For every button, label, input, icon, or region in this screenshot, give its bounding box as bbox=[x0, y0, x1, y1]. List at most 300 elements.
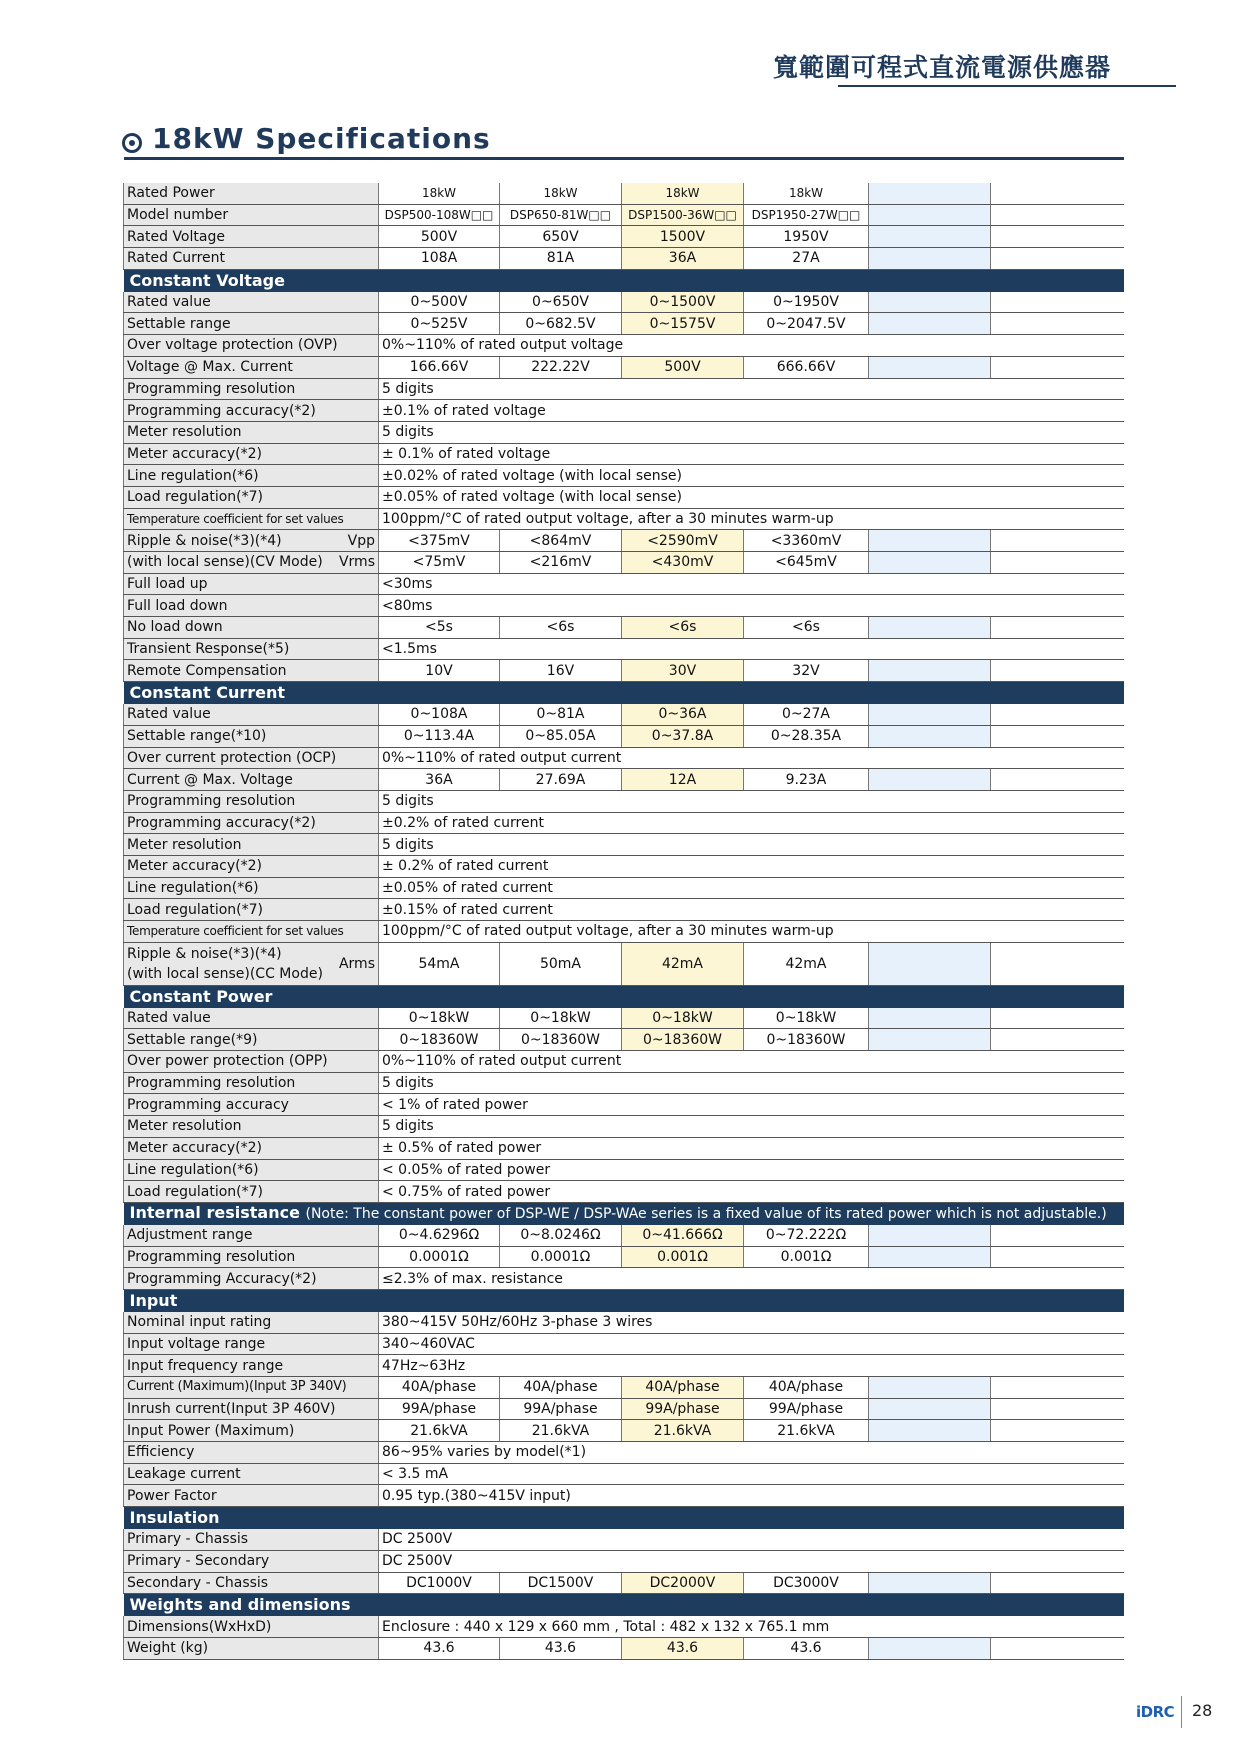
cell: 36A bbox=[622, 248, 744, 270]
empty-cell bbox=[869, 725, 991, 747]
row-label: Meter accuracy(*2) bbox=[124, 1137, 379, 1159]
cell: DSP1500-36W□□ bbox=[622, 204, 744, 226]
empty-cell bbox=[991, 1398, 1124, 1420]
cell: DSP500-108W□□ bbox=[379, 204, 500, 226]
cell-span: < 0.05% of rated power bbox=[379, 1159, 1124, 1181]
section-weights bbox=[124, 1594, 1124, 1617]
empty-cell bbox=[869, 1637, 991, 1659]
cell: <645mV bbox=[744, 552, 869, 574]
cell: <6s bbox=[744, 617, 869, 639]
row-label: Load regulation(*7) bbox=[124, 899, 379, 921]
row-label: Secondary - Chassis bbox=[124, 1572, 379, 1594]
ripple-unit: Vpp bbox=[347, 532, 375, 549]
cell: 166.66V bbox=[379, 356, 500, 378]
row-label: Rated Voltage bbox=[124, 226, 379, 248]
cell: 0~81A bbox=[500, 704, 622, 725]
cell-span: 5 digits bbox=[379, 1116, 1124, 1138]
section-header bbox=[124, 1202, 1124, 1225]
cell-span: 5 digits bbox=[379, 1072, 1124, 1094]
cell: 0~18kW bbox=[379, 1008, 500, 1029]
row-label: Meter resolution bbox=[124, 1116, 379, 1138]
row-cv-prog-acc bbox=[124, 400, 1124, 422]
cell-span: <80ms bbox=[379, 595, 1124, 617]
cell-span: ±0.2% of rated current bbox=[379, 812, 1124, 834]
row-label: Full load up bbox=[124, 573, 379, 595]
empty-cell bbox=[869, 617, 991, 639]
row-label: Programming resolution bbox=[124, 790, 379, 812]
row-label: Rated Power bbox=[124, 183, 379, 204]
empty-cell bbox=[869, 1246, 991, 1268]
cell-span: < 0.75% of rated power bbox=[379, 1181, 1124, 1203]
cell-span: 0%~110% of rated output voltage bbox=[379, 335, 1124, 357]
section-constant-power bbox=[124, 985, 1124, 1008]
cell: 27.69A bbox=[500, 769, 622, 791]
cell-span: 86~95% varies by model(*1) bbox=[379, 1442, 1124, 1464]
cell-span: DC 2500V bbox=[379, 1550, 1124, 1572]
cell: 36A bbox=[379, 769, 500, 791]
empty-cell bbox=[869, 1377, 991, 1399]
cell-span: 5 digits bbox=[379, 790, 1124, 812]
cell-span: 5 digits bbox=[379, 421, 1124, 443]
cell-span: ± 0.5% of rated power bbox=[379, 1137, 1124, 1159]
cell: 43.6 bbox=[622, 1637, 744, 1659]
row-cc-ripple bbox=[124, 942, 1124, 985]
empty-cell bbox=[869, 204, 991, 226]
page-number: 28 bbox=[1192, 1701, 1213, 1720]
row-cp-line-reg bbox=[124, 1159, 1124, 1181]
row-label: Voltage @ Max. Current bbox=[124, 356, 379, 378]
section-header: Input bbox=[124, 1289, 1124, 1312]
row-label bbox=[124, 942, 379, 985]
empty-cell bbox=[869, 1572, 991, 1594]
empty-cell bbox=[869, 183, 991, 204]
row-cp-meter-acc bbox=[124, 1137, 1124, 1159]
empty-cell bbox=[869, 313, 991, 335]
cell-span: ±0.05% of rated voltage (with local sense) bbox=[379, 486, 1124, 508]
cell: 500V bbox=[379, 226, 500, 248]
cell-span: DC 2500V bbox=[379, 1529, 1124, 1550]
row-cp-rated-value bbox=[124, 1008, 1124, 1029]
row-label: Programming accuracy(*2) bbox=[124, 812, 379, 834]
row-label: Weight (kg) bbox=[124, 1637, 379, 1659]
cell: 27A bbox=[744, 248, 869, 270]
empty-cell bbox=[991, 1008, 1124, 1029]
cell: 12A bbox=[622, 769, 744, 791]
row-label: Input voltage range bbox=[124, 1333, 379, 1355]
row-cv-temp-coef bbox=[124, 508, 1124, 530]
cell: 21.6kVA bbox=[500, 1420, 622, 1442]
cell: 9.23A bbox=[744, 769, 869, 791]
cell: 18kW bbox=[379, 183, 500, 204]
row-cc-prog-res bbox=[124, 790, 1124, 812]
row-label: Settable range bbox=[124, 313, 379, 335]
row-cv-ovp bbox=[124, 335, 1124, 357]
cell: 0~4.6296Ω bbox=[379, 1225, 500, 1246]
row-weight bbox=[124, 1637, 1124, 1659]
row-input-current-max bbox=[124, 1377, 1124, 1399]
cell: <864mV bbox=[500, 530, 622, 552]
brand-logo: iDRC bbox=[1136, 1703, 1175, 1721]
cell: 18kW bbox=[500, 183, 622, 204]
row-label: Current (Maximum)(Input 3P 340V) bbox=[124, 1377, 379, 1399]
row-ir-prog-acc bbox=[124, 1268, 1124, 1290]
row-label: Input frequency range bbox=[124, 1355, 379, 1377]
row-label: Programming resolution bbox=[124, 1072, 379, 1094]
cell: 0~36A bbox=[622, 704, 744, 725]
row-label: Adjustment range bbox=[124, 1225, 379, 1246]
cell: 43.6 bbox=[744, 1637, 869, 1659]
empty-cell bbox=[991, 183, 1124, 204]
cell: 0~18360W bbox=[744, 1029, 869, 1051]
section-input bbox=[124, 1289, 1124, 1312]
row-label: Efficiency bbox=[124, 1442, 379, 1464]
cell: 0~72.222Ω bbox=[744, 1225, 869, 1246]
cell: 0~18kW bbox=[622, 1008, 744, 1029]
row-label: Settable range(*9) bbox=[124, 1029, 379, 1051]
cell: 0~28.35A bbox=[744, 725, 869, 747]
cell: <216mV bbox=[500, 552, 622, 574]
cell-span: ±0.05% of rated current bbox=[379, 877, 1124, 899]
row-label: Power Factor bbox=[124, 1485, 379, 1507]
ripple-label: (with local sense)(CC Mode) bbox=[127, 965, 323, 982]
row-label: Primary - Chassis bbox=[124, 1529, 379, 1550]
cell-span: ±0.1% of rated voltage bbox=[379, 400, 1124, 422]
empty-cell bbox=[869, 552, 991, 574]
spec-table bbox=[123, 183, 1124, 1660]
cell: DSP1950-27W□□ bbox=[744, 204, 869, 226]
empty-cell bbox=[869, 1008, 991, 1029]
row-label: Current @ Max. Voltage bbox=[124, 769, 379, 791]
empty-cell bbox=[991, 1637, 1124, 1659]
cell: 0~85.05A bbox=[500, 725, 622, 747]
cell: 32V bbox=[744, 660, 869, 682]
cell: 108A bbox=[379, 248, 500, 270]
section-heading bbox=[122, 118, 491, 158]
row-label: Input Power (Maximum) bbox=[124, 1420, 379, 1442]
row-label: No load down bbox=[124, 617, 379, 639]
cell: 0~500V bbox=[379, 292, 500, 313]
cell: 43.6 bbox=[500, 1637, 622, 1659]
cell: 50mA bbox=[500, 942, 622, 985]
empty-cell bbox=[869, 769, 991, 791]
cell: 500V bbox=[622, 356, 744, 378]
section-header: Constant Power bbox=[124, 985, 1124, 1008]
empty-cell bbox=[991, 530, 1124, 552]
empty-cell bbox=[991, 292, 1124, 313]
cell: <75mV bbox=[379, 552, 500, 574]
ripple-label: (with local sense)(CV Mode) bbox=[127, 554, 323, 571]
cell: 40A/phase bbox=[500, 1377, 622, 1399]
row-label: Line regulation(*6) bbox=[124, 877, 379, 899]
row-cv-rated-value bbox=[124, 292, 1124, 313]
cell: 650V bbox=[500, 226, 622, 248]
row-cc-meter-acc bbox=[124, 855, 1124, 877]
cell: 42mA bbox=[744, 942, 869, 985]
cell-span: 5 digits bbox=[379, 378, 1124, 400]
row-model-number bbox=[124, 204, 1124, 226]
cell: <3360mV bbox=[744, 530, 869, 552]
row-label: Meter resolution bbox=[124, 421, 379, 443]
empty-cell bbox=[869, 292, 991, 313]
cell-span: ±0.02% of rated voltage (with local sense) bbox=[379, 465, 1124, 487]
cell: 21.6kVA bbox=[379, 1420, 500, 1442]
cell: 222.22V bbox=[500, 356, 622, 378]
empty-cell bbox=[991, 313, 1124, 335]
row-label: Leakage current bbox=[124, 1463, 379, 1485]
row-cv-full-load-up bbox=[124, 573, 1124, 595]
cell: 1500V bbox=[622, 226, 744, 248]
header-rule bbox=[838, 85, 1176, 87]
row-label: Temperature coefficient for set values bbox=[124, 921, 379, 943]
row-label: Remote Compensation bbox=[124, 660, 379, 682]
row-cv-load-reg bbox=[124, 486, 1124, 508]
row-ir-prog-res bbox=[124, 1246, 1124, 1268]
row-label: Line regulation(*6) bbox=[124, 1159, 379, 1181]
row-label bbox=[124, 530, 379, 552]
cell: 1950V bbox=[744, 226, 869, 248]
row-rated-power bbox=[124, 183, 1124, 204]
row-label: Meter accuracy(*2) bbox=[124, 855, 379, 877]
cell: 0~8.0246Ω bbox=[500, 1225, 622, 1246]
row-label: Dimensions(WxHxD) bbox=[124, 1616, 379, 1637]
section-internal-resistance bbox=[124, 1202, 1124, 1225]
cell: 16V bbox=[500, 660, 622, 682]
footer-divider bbox=[1181, 1696, 1182, 1728]
section-header-note: (Note: The constant power of DSP-WE / DSP-WAe series is a fixed value of its rated power which is not adjustable.) bbox=[305, 1206, 1107, 1223]
row-input-freq-range bbox=[124, 1355, 1124, 1377]
row-input-nominal bbox=[124, 1312, 1124, 1333]
empty-cell bbox=[991, 1572, 1124, 1594]
empty-cell bbox=[869, 356, 991, 378]
section-title-rule bbox=[124, 157, 1124, 160]
row-cc-i-max-voltage bbox=[124, 769, 1124, 791]
row-cc-line-reg bbox=[124, 877, 1124, 899]
cell: 54mA bbox=[379, 942, 500, 985]
section-constant-current bbox=[124, 682, 1124, 705]
row-cv-no-load-down bbox=[124, 617, 1124, 639]
empty-cell bbox=[991, 552, 1124, 574]
row-label: Programming accuracy(*2) bbox=[124, 400, 379, 422]
cell: 0~525V bbox=[379, 313, 500, 335]
cell: 0~682.5V bbox=[500, 313, 622, 335]
cell: 0.001Ω bbox=[622, 1246, 744, 1268]
cell-span: 0%~110% of rated output current bbox=[379, 1051, 1124, 1073]
cell: <430mV bbox=[622, 552, 744, 574]
row-label: Line regulation(*6) bbox=[124, 465, 379, 487]
row-label: Primary - Secondary bbox=[124, 1550, 379, 1572]
empty-cell bbox=[869, 660, 991, 682]
row-cp-prog-acc bbox=[124, 1094, 1124, 1116]
row-cv-remote-comp bbox=[124, 660, 1124, 682]
row-cv-line-reg bbox=[124, 465, 1124, 487]
row-cv-ripple-vrms bbox=[124, 552, 1124, 574]
ripple-unit: Vrms bbox=[338, 554, 375, 571]
cell-span: ± 0.2% of rated current bbox=[379, 855, 1124, 877]
cell-span: <30ms bbox=[379, 573, 1124, 595]
cell-span: 380~415V 50Hz/60Hz 3-phase 3 wires bbox=[379, 1312, 1124, 1333]
cell: 99A/phase bbox=[622, 1398, 744, 1420]
section-header: Insulation bbox=[124, 1507, 1124, 1530]
section-constant-voltage bbox=[124, 269, 1124, 292]
cell: 0~650V bbox=[500, 292, 622, 313]
row-cc-meter-res bbox=[124, 834, 1124, 856]
cell: 0.0001Ω bbox=[500, 1246, 622, 1268]
cell: 0~27A bbox=[744, 704, 869, 725]
empty-cell bbox=[869, 1420, 991, 1442]
cell: 21.6kVA bbox=[744, 1420, 869, 1442]
cell: 0~18kW bbox=[744, 1008, 869, 1029]
cell: 0~113.4A bbox=[379, 725, 500, 747]
row-cc-prog-acc bbox=[124, 812, 1124, 834]
cell: 0~18kW bbox=[500, 1008, 622, 1029]
empty-cell bbox=[869, 704, 991, 725]
row-label: Temperature coefficient for set values bbox=[124, 508, 379, 530]
ripple-label: Ripple & noise(*3)(*4) bbox=[127, 532, 282, 549]
row-label: Over voltage protection (OVP) bbox=[124, 335, 379, 357]
cell: 0.0001Ω bbox=[379, 1246, 500, 1268]
ripple-unit: Arms bbox=[338, 955, 375, 972]
section-insulation bbox=[124, 1507, 1124, 1530]
row-input-power-max bbox=[124, 1420, 1124, 1442]
row-label: Programming Accuracy(*2) bbox=[124, 1268, 379, 1290]
row-ins-pri-secondary bbox=[124, 1550, 1124, 1572]
cell-span: 100ppm/°C of rated output voltage, after a 30 minutes warm-up bbox=[379, 508, 1124, 530]
cell: 0~1500V bbox=[622, 292, 744, 313]
cell: 666.66V bbox=[744, 356, 869, 378]
cell: <2590mV bbox=[622, 530, 744, 552]
row-cp-meter-res bbox=[124, 1116, 1124, 1138]
row-label: Inrush current(Input 3P 460V) bbox=[124, 1398, 379, 1420]
row-cc-settable-range bbox=[124, 725, 1124, 747]
row-label: Rated value bbox=[124, 704, 379, 725]
cell: 0~1575V bbox=[622, 313, 744, 335]
cell: 42mA bbox=[622, 942, 744, 985]
cell: 99A/phase bbox=[379, 1398, 500, 1420]
row-label: Over current protection (OCP) bbox=[124, 747, 379, 769]
cell: 0~18360W bbox=[500, 1029, 622, 1051]
row-input-inrush bbox=[124, 1398, 1124, 1420]
cell: <6s bbox=[500, 617, 622, 639]
row-label: Rated value bbox=[124, 292, 379, 313]
cell: 0~18360W bbox=[622, 1029, 744, 1051]
row-label: Full load down bbox=[124, 595, 379, 617]
cell: 81A bbox=[500, 248, 622, 270]
cell: 40A/phase bbox=[379, 1377, 500, 1399]
row-input-leakage bbox=[124, 1463, 1124, 1485]
cell: DSP650-81W□□ bbox=[500, 204, 622, 226]
cell-span: ± 0.1% of rated voltage bbox=[379, 443, 1124, 465]
ripple-label: Ripple & noise(*3)(*4) bbox=[127, 945, 282, 962]
cell: <375mV bbox=[379, 530, 500, 552]
row-cv-ripple-vpp bbox=[124, 530, 1124, 552]
cell: 0~37.8A bbox=[622, 725, 744, 747]
cell: 99A/phase bbox=[744, 1398, 869, 1420]
row-cp-opp bbox=[124, 1051, 1124, 1073]
cell: 18kW bbox=[622, 183, 744, 204]
cell-span: 340~460VAC bbox=[379, 1333, 1124, 1355]
row-label: Rated value bbox=[124, 1008, 379, 1029]
row-label: Programming resolution bbox=[124, 378, 379, 400]
row-input-pf bbox=[124, 1485, 1124, 1507]
row-rated-voltage bbox=[124, 226, 1124, 248]
row-ins-pri-chassis bbox=[124, 1529, 1124, 1550]
row-cv-full-load-down bbox=[124, 595, 1124, 617]
empty-cell bbox=[991, 769, 1124, 791]
row-label bbox=[124, 552, 379, 574]
row-label: Programming resolution bbox=[124, 1246, 379, 1268]
row-ins-sec-chassis bbox=[124, 1572, 1124, 1594]
section-title: 18kW Specifications bbox=[152, 121, 491, 155]
row-cc-temp-coef bbox=[124, 921, 1124, 943]
cell-span: ±0.15% of rated current bbox=[379, 899, 1124, 921]
cell-span: ≤2.3% of max. resistance bbox=[379, 1268, 1124, 1290]
cell-span: 0.95 typ.(380~415V input) bbox=[379, 1485, 1124, 1507]
row-cc-load-reg bbox=[124, 899, 1124, 921]
empty-cell bbox=[991, 660, 1124, 682]
row-cv-v-max-current bbox=[124, 356, 1124, 378]
cell: 30V bbox=[622, 660, 744, 682]
cell-span: 100ppm/°C of rated output voltage, after a 30 minutes warm-up bbox=[379, 921, 1124, 943]
row-cv-settable-range bbox=[124, 313, 1124, 335]
row-cv-meter-acc bbox=[124, 443, 1124, 465]
row-cp-load-reg bbox=[124, 1181, 1124, 1203]
cell: 0~2047.5V bbox=[744, 313, 869, 335]
empty-cell bbox=[991, 204, 1124, 226]
row-label: Over power protection (OPP) bbox=[124, 1051, 379, 1073]
cell: 43.6 bbox=[379, 1637, 500, 1659]
empty-cell bbox=[991, 1420, 1124, 1442]
empty-cell bbox=[991, 226, 1124, 248]
row-rated-current bbox=[124, 248, 1124, 270]
cell: DC1500V bbox=[500, 1572, 622, 1594]
empty-cell bbox=[869, 226, 991, 248]
empty-cell bbox=[991, 725, 1124, 747]
row-label: Load regulation(*7) bbox=[124, 1181, 379, 1203]
row-label: Meter resolution bbox=[124, 834, 379, 856]
row-cv-meter-res bbox=[124, 421, 1124, 443]
cell: DC3000V bbox=[744, 1572, 869, 1594]
empty-cell bbox=[869, 530, 991, 552]
section-header: Constant Voltage bbox=[124, 269, 1124, 292]
row-cv-transient bbox=[124, 638, 1124, 660]
row-dims bbox=[124, 1616, 1124, 1637]
row-label: Transient Response(*5) bbox=[124, 638, 379, 660]
cell-span: 5 digits bbox=[379, 834, 1124, 856]
empty-cell bbox=[991, 248, 1124, 270]
cell-span: < 3.5 mA bbox=[379, 1463, 1124, 1485]
empty-cell bbox=[991, 1029, 1124, 1051]
empty-cell bbox=[869, 1398, 991, 1420]
cell: 10V bbox=[379, 660, 500, 682]
row-cp-prog-res bbox=[124, 1072, 1124, 1094]
empty-cell bbox=[991, 704, 1124, 725]
row-label: Settable range(*10) bbox=[124, 725, 379, 747]
empty-cell bbox=[991, 1377, 1124, 1399]
cell-span: 47Hz~63Hz bbox=[379, 1355, 1124, 1377]
cell: 40A/phase bbox=[622, 1377, 744, 1399]
row-label: Meter accuracy(*2) bbox=[124, 443, 379, 465]
cell: DC2000V bbox=[622, 1572, 744, 1594]
cell: 99A/phase bbox=[500, 1398, 622, 1420]
row-label: Rated Current bbox=[124, 248, 379, 270]
empty-cell bbox=[991, 356, 1124, 378]
row-input-voltage-range bbox=[124, 1333, 1124, 1355]
cell-span: < 1% of rated power bbox=[379, 1094, 1124, 1116]
cell-span: Enclosure : 440 x 129 x 660 mm , Total : 482 x 132 x 765.1 mm bbox=[379, 1616, 1124, 1637]
row-ir-adj-range bbox=[124, 1225, 1124, 1246]
row-label: Load regulation(*7) bbox=[124, 486, 379, 508]
row-label: Programming accuracy bbox=[124, 1094, 379, 1116]
